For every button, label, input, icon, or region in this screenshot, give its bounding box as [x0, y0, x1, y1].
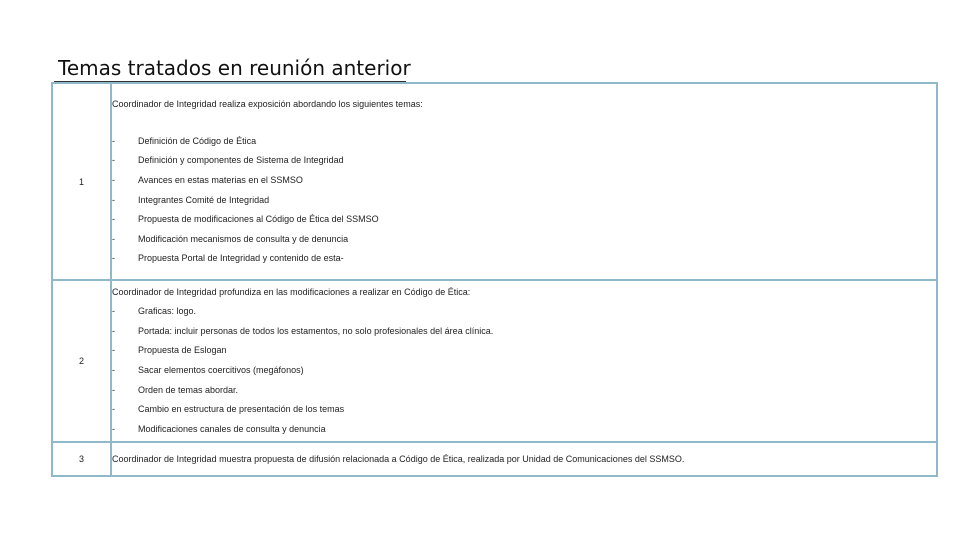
- bullet-dash: -: [112, 174, 115, 185]
- bullet-dash: -: [112, 253, 115, 264]
- list-item: [112, 306, 936, 317]
- list-item: [112, 155, 936, 166]
- list-item: [112, 175, 936, 186]
- list-item: [112, 385, 936, 396]
- table-row: [52, 280, 937, 442]
- list-item: [112, 326, 936, 337]
- list-item-text: Propuesta de modificaciones al Código de Ética del SSMSO: [138, 214, 379, 225]
- list-item: [112, 424, 936, 435]
- list-item-text: Modificación mecanismos de consulta y de denuncia: [138, 233, 349, 244]
- list-item-text: Graficas: logo.: [138, 306, 197, 317]
- row-number: 3: [52, 442, 111, 476]
- list-item-text: Modificaciones canales de consulta y denuncia: [138, 423, 326, 434]
- list-item: [112, 345, 936, 356]
- list-item: [112, 214, 936, 225]
- list-item-text: Definición y componentes de Sistema de Integridad: [138, 155, 344, 166]
- list-item-text: Avances en estas materias en el SSMSO: [138, 174, 303, 185]
- page-title: Temas tratados en reunión anterior: [58, 56, 411, 80]
- topic-list: [112, 136, 936, 265]
- list-item: [112, 195, 936, 206]
- bullet-dash: -: [112, 214, 115, 225]
- bullet-dash: -: [112, 365, 115, 375]
- list-item-text: Propuesta de Eslogan: [138, 345, 227, 356]
- bullet-dash: -: [112, 306, 115, 317]
- bullet-dash: -: [112, 194, 115, 205]
- bullet-dash: -: [112, 325, 115, 336]
- bullet-dash: -: [112, 135, 115, 146]
- topic-list: [112, 306, 936, 435]
- bullet-dash: -: [112, 423, 115, 434]
- row-content: [111, 280, 937, 442]
- table-row: [52, 442, 937, 476]
- list-item-text: Orden de temas abordar.: [138, 384, 239, 395]
- bullet-dash: -: [112, 345, 115, 356]
- row-number: 2: [52, 280, 111, 442]
- row-intro: Coordinador de Integridad muestra propuesta de difusión relacionada a Código de Ética, realizada por Unidad de Comunicaciones del SSMSO.: [112, 453, 685, 464]
- bullet-dash: -: [112, 384, 115, 395]
- row-intro: Coordinador de Integridad realiza exposición abordando los siguientes temas:: [112, 98, 423, 109]
- list-item-text: Cambio en estructura de presentación de los temas: [138, 404, 345, 415]
- list-item-text: Integrantes Comité de Integridad: [138, 194, 270, 205]
- list-item-text: Definición de Código de Ética: [138, 135, 257, 146]
- list-item: [112, 404, 936, 415]
- topics-table: [51, 82, 938, 477]
- list-item: [112, 234, 936, 245]
- list-item: [112, 253, 936, 264]
- row-intro: Coordinador de Integridad profundiza en las modificaciones a realizar en Código de Ética:: [112, 287, 471, 298]
- table-row: [52, 83, 937, 280]
- row-content: [111, 442, 937, 476]
- row-number: 1: [52, 83, 111, 280]
- bullet-dash: -: [112, 233, 115, 244]
- bullet-dash: -: [112, 155, 115, 166]
- bullet-dash: -: [112, 404, 115, 415]
- list-item-text: Sacar elementos coercitivos (megáfonos): [138, 365, 304, 375]
- list-item-text: Portada: incluir personas de todos los estamentos, no solo profesionales del área clínica.: [138, 325, 494, 336]
- row-content: [111, 83, 937, 280]
- list-item: [112, 136, 936, 147]
- list-item-text: Propuesta Portal de Integridad y contenido de esta-: [138, 253, 344, 264]
- list-item: [112, 365, 936, 376]
